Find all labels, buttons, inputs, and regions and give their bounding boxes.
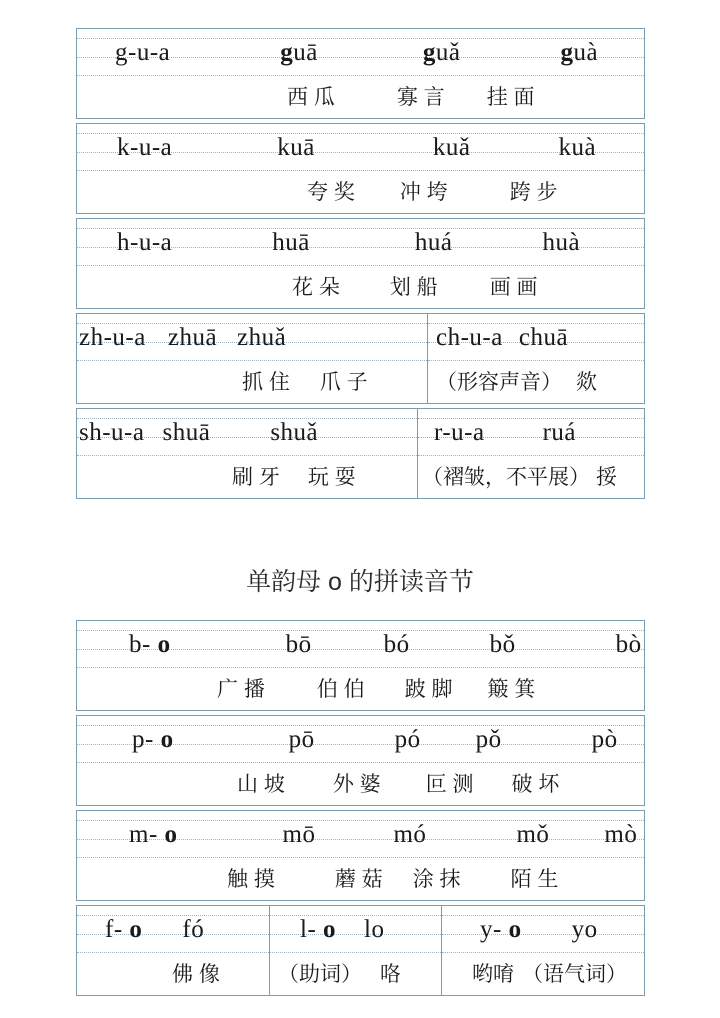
word[interactable]: 花 朵 (292, 275, 340, 299)
word-row (77, 953, 269, 995)
table-columns (77, 906, 644, 995)
cell-sh-u-a[interactable] (77, 409, 417, 498)
table-fo-lo-yo (76, 905, 645, 996)
syllable[interactable]: mó (393, 821, 427, 848)
syllable[interactable]: zhuǎ (237, 324, 287, 351)
syllable[interactable]: fó (182, 916, 205, 943)
cell-zh-u-a[interactable] (77, 314, 427, 403)
word[interactable]: 触 摸 (227, 867, 275, 891)
word[interactable]: 划 船 (389, 275, 438, 299)
table-columns (77, 219, 644, 308)
word[interactable]: 夸 奖 (307, 180, 355, 204)
word[interactable]: 伯 伯 (316, 677, 365, 701)
syllable[interactable]: kuǎ (432, 134, 471, 161)
word-row (77, 668, 644, 710)
pinyin-guide-row (77, 409, 417, 456)
syllable-list (428, 314, 644, 361)
pinyin-guide-row (77, 219, 644, 266)
pinyin-guide-row (428, 314, 644, 361)
word[interactable]: 跛 脚 (404, 677, 453, 701)
table-columns (77, 716, 644, 805)
word[interactable]: （形容声音） (436, 370, 562, 394)
word[interactable]: 挼 (596, 465, 617, 489)
cell-r-u-a[interactable] (417, 409, 644, 498)
cell-f-o[interactable] (77, 906, 269, 995)
syllable[interactable]: pō (288, 726, 315, 753)
pinyin-guide-row (270, 906, 441, 953)
word-row (77, 266, 644, 308)
syllable[interactable]: huà (542, 229, 581, 256)
syllable-list (77, 29, 644, 76)
syllable-list (442, 906, 644, 953)
syllable-list (270, 906, 441, 953)
word[interactable]: 冲 垮 (399, 180, 448, 204)
pinyin-guide-row (77, 716, 644, 763)
word[interactable]: 咯 (380, 962, 401, 986)
pinyin-guide-row (442, 906, 644, 953)
syllable[interactable]: bǒ (489, 631, 516, 658)
table-columns (77, 811, 644, 900)
cell-h-u-a[interactable] (77, 219, 644, 308)
syllable[interactable]: bō (285, 631, 312, 658)
table-gua (76, 28, 645, 119)
syllable[interactable]: shuǎ (270, 419, 319, 446)
syllable[interactable]: l- o (300, 916, 337, 943)
syllable[interactable]: guǎ (422, 39, 461, 66)
syllable[interactable]: yo (571, 916, 598, 943)
word[interactable]: 叵 测 (425, 772, 474, 796)
pinyin-guide-row (77, 29, 644, 76)
syllable[interactable]: shuā (162, 419, 211, 446)
word[interactable]: 陌 生 (510, 867, 559, 891)
word[interactable]: 抓 住 (242, 370, 290, 394)
syllable[interactable]: f- o (105, 916, 143, 943)
pinyin-guide-row (77, 314, 427, 361)
word[interactable]: 广 播 (217, 677, 265, 701)
table-shua-rua (76, 408, 645, 499)
syllable[interactable]: pǒ (475, 726, 502, 753)
syllable[interactable]: p- o (132, 726, 174, 753)
syllable-list (77, 219, 644, 266)
word[interactable]: 玩 耍 (307, 465, 356, 489)
syllable-list (77, 124, 644, 171)
word-row (442, 953, 644, 995)
word[interactable]: （助词） (278, 962, 362, 986)
pinyin-guide-row (77, 811, 644, 858)
table-columns (77, 124, 644, 213)
table-hua (76, 218, 645, 309)
word[interactable]: 挂 面 (486, 85, 535, 109)
word[interactable]: 爪 子 (319, 370, 368, 394)
cell-g-u-a[interactable] (77, 29, 644, 118)
syllable[interactable]: r-u-a (434, 419, 485, 446)
syllable-list (77, 811, 644, 858)
table-columns (77, 621, 644, 710)
syllable[interactable]: zh-u-a (79, 324, 146, 351)
table-mo (76, 810, 645, 901)
table-zhua-chua (76, 313, 645, 404)
word-row (77, 858, 644, 900)
syllable-list (77, 716, 644, 763)
word[interactable]: 山 坡 (237, 772, 285, 796)
syllable[interactable]: g-u-a (115, 39, 171, 66)
syllable[interactable]: chuā (518, 324, 569, 351)
word[interactable]: 跨 步 (509, 180, 558, 204)
syllable[interactable]: lo (364, 916, 385, 943)
syllable[interactable]: pó (394, 726, 421, 753)
syllable[interactable]: b- o (129, 631, 171, 658)
syllable-list (77, 621, 644, 668)
cell-l-o[interactable] (269, 906, 441, 995)
word-row (428, 361, 644, 403)
table-po (76, 715, 645, 806)
cell-k-u-a[interactable] (77, 124, 644, 213)
syllable[interactable]: y- o (480, 916, 522, 943)
syllable[interactable]: m- o (129, 821, 178, 848)
word-row (77, 76, 644, 118)
syllable[interactable]: guā (280, 39, 318, 66)
syllable[interactable]: mō (282, 821, 316, 848)
pinyin-guide-row (77, 621, 644, 668)
word[interactable]: 刷 牙 (232, 465, 280, 489)
syllable[interactable]: mǒ (516, 821, 550, 848)
word[interactable]: （语气词） (522, 962, 627, 986)
syllable[interactable]: k-u-a (117, 134, 173, 161)
table-bo (76, 620, 645, 711)
syllable[interactable]: h-u-a (117, 229, 173, 256)
syllable[interactable]: mò (604, 821, 638, 848)
word-row (77, 456, 417, 498)
table-kua (76, 123, 645, 214)
table-columns (77, 409, 644, 498)
word-row (270, 953, 441, 995)
word[interactable]: 簸 箕 (487, 677, 536, 701)
word[interactable]: 涂 抹 (412, 867, 461, 891)
word-row (77, 171, 644, 213)
syllable[interactable]: zhuā (167, 324, 218, 351)
pinyin-guide-row (77, 906, 269, 953)
table-columns (77, 29, 644, 118)
word-row (418, 456, 644, 498)
word[interactable]: （褶皱，不平展） (422, 465, 590, 489)
syllable[interactable]: bò (615, 631, 642, 658)
syllable[interactable]: huá (414, 229, 453, 256)
word[interactable]: 哟唷 (472, 962, 514, 986)
pinyin-guide-row (418, 409, 644, 456)
word-row (77, 361, 427, 403)
cell-m-o[interactable] (77, 811, 644, 900)
pinyin-guide-row (77, 124, 644, 171)
word[interactable]: 佛 像 (172, 962, 220, 986)
syllable[interactable]: bó (383, 631, 410, 658)
syllable-list (418, 409, 644, 456)
cell-b-o[interactable] (77, 621, 644, 710)
syllable-list (77, 906, 269, 953)
cell-p-o[interactable] (77, 716, 644, 805)
cell-y-o[interactable] (441, 906, 644, 995)
table-columns (77, 314, 644, 403)
section-heading: 单韵母 o 的拼读音节 (246, 568, 474, 596)
syllable[interactable]: guà (560, 39, 599, 66)
syllable[interactable]: ch-u-a (436, 324, 503, 351)
word[interactable]: 破 坏 (511, 772, 560, 796)
syllable[interactable]: kuā (277, 134, 315, 161)
word[interactable]: 蘑 菇 (334, 867, 383, 891)
word[interactable]: 画 画 (489, 275, 538, 299)
syllable[interactable]: sh-u-a (79, 419, 145, 446)
syllable[interactable]: huā (272, 229, 310, 256)
syllable[interactable]: kuà (558, 134, 597, 161)
word[interactable]: 西 瓜 (287, 85, 335, 109)
syllable[interactable]: pò (591, 726, 618, 753)
word-row (77, 763, 644, 805)
word[interactable]: 寡 言 (396, 85, 445, 109)
word[interactable]: 欻 (576, 370, 597, 394)
syllable-list (77, 409, 417, 456)
syllable[interactable]: ruá (542, 419, 576, 446)
syllable-list (77, 314, 427, 361)
word[interactable]: 外 婆 (332, 772, 381, 796)
cell-ch-u-a[interactable] (427, 314, 644, 403)
